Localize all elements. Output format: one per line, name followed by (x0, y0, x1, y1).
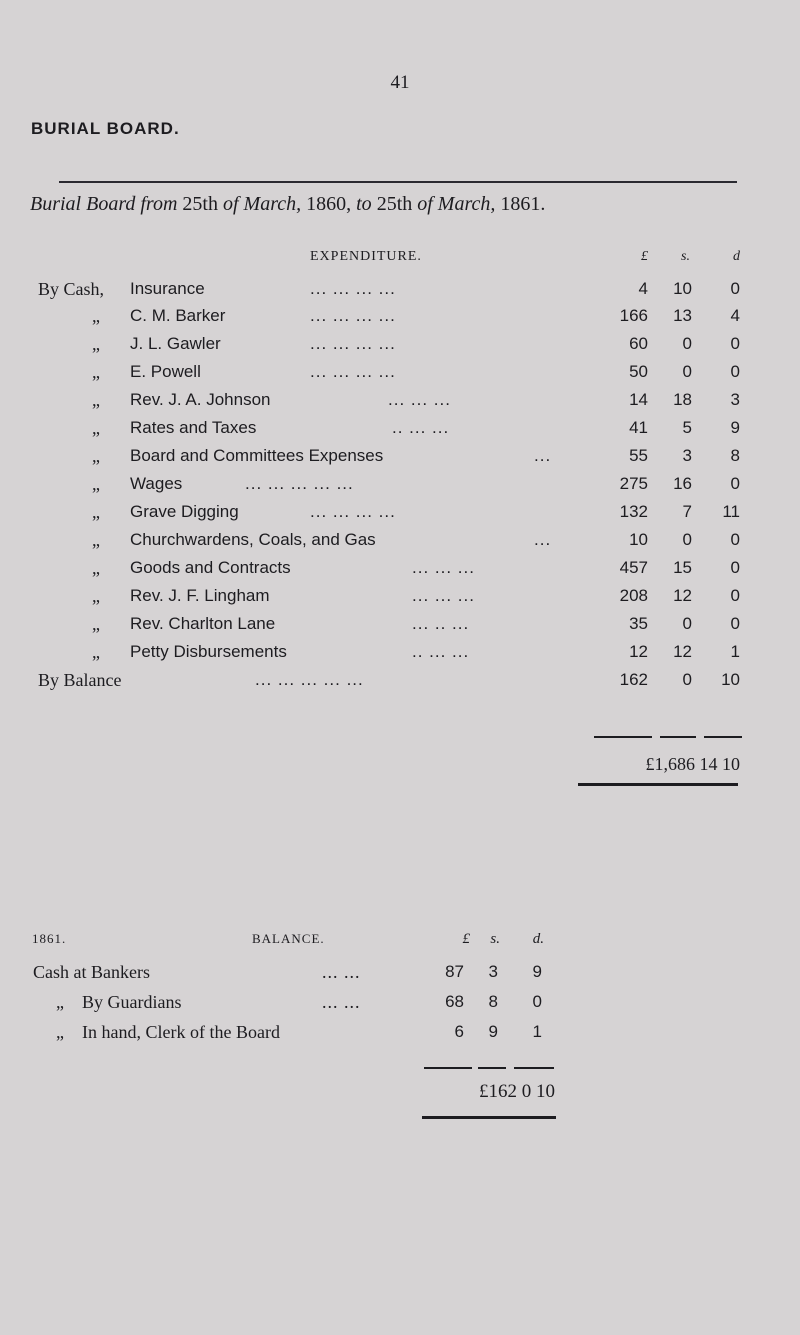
ditto-mark: „ (92, 390, 100, 410)
row-description: Churchwardens, Coals, and Gas (130, 530, 376, 549)
ditto-mark: „ (92, 614, 100, 634)
title-middle-from: of March, (222, 193, 302, 215)
balance-row-pounds: 6 (454, 1022, 464, 1041)
ditto-mark: „ (92, 362, 100, 382)
title-year-to: 1861. (500, 193, 546, 215)
row-description: Petty Disbursements (130, 642, 287, 661)
row-pounds: 41 (629, 418, 648, 437)
row-pence: 0 (730, 614, 740, 633)
row-pence: 0 (730, 334, 740, 353)
ditto-mark: „ (92, 502, 100, 522)
ditto-mark: „ (92, 642, 100, 662)
row-shillings: 0 (682, 614, 692, 633)
balance-row-pence: 0 (532, 992, 542, 1011)
row-pence: 11 (722, 502, 740, 521)
expenditure-rule-pence (704, 736, 742, 738)
row-leader-dots: ... ... ... ... (310, 334, 396, 353)
report-title (30, 193, 790, 216)
col-pounds-header: £ (641, 249, 648, 264)
row-pounds: 162 (619, 670, 648, 689)
balance-row (0, 962, 800, 988)
expenditure-heading: EXPENDITURE. (310, 249, 422, 264)
balance-double-rule (422, 1116, 556, 1119)
row-description: Grave Digging (130, 502, 239, 521)
balance-row-shillings: 8 (488, 992, 498, 1011)
row-description: By Balance (38, 670, 122, 690)
row-shillings: 15 (673, 558, 692, 577)
row-shillings: 0 (682, 530, 692, 549)
row-leader-dots: .. ... ... (392, 418, 450, 437)
row-pence: 0 (730, 586, 740, 605)
row-pounds: 55 (629, 446, 648, 465)
row-leader-dots: ... ... ... ... (310, 306, 396, 325)
row-shillings: 5 (682, 418, 692, 437)
row-pounds: 10 (629, 530, 648, 549)
ditto-mark: „ (92, 334, 100, 354)
row-leader-dots: .. ... ... (412, 642, 470, 661)
title-middle-to: of March, (417, 193, 496, 215)
row-leader-dots: ... ... ... (412, 586, 475, 605)
row-pounds: 60 (629, 334, 648, 353)
row-pounds: 14 (629, 390, 648, 409)
row-shillings: 7 (682, 502, 692, 521)
expenditure-row (0, 446, 800, 472)
row-pounds: 166 (619, 306, 648, 325)
row-leader-dots: ... ... ... ... (310, 362, 396, 381)
row-pounds: 457 (619, 558, 648, 577)
expenditure-row (0, 614, 800, 640)
title-to: to (356, 193, 372, 215)
row-pounds: 50 (629, 362, 648, 381)
balance-year: 1861. (32, 931, 67, 946)
row-shillings: 0 (682, 670, 692, 689)
expenditure-row (0, 642, 800, 668)
row-pence: 4 (730, 306, 740, 325)
row-description: Goods and Contracts (130, 558, 291, 577)
row-pence: 3 (730, 390, 740, 409)
expenditure-row (0, 530, 800, 556)
balance-row-pounds: 87 (445, 962, 464, 981)
balance-row-dots: ... ... (322, 962, 361, 982)
expenditure-header (0, 249, 800, 271)
row-shillings: 0 (682, 334, 692, 353)
row-pounds: 275 (619, 474, 648, 493)
row-pence: 0 (730, 474, 740, 493)
expenditure-row (0, 390, 800, 416)
col-pence-header: d (733, 249, 740, 264)
ditto-mark: „ (56, 992, 64, 1012)
row-pence: 10 (721, 670, 740, 689)
top-divider (59, 181, 737, 183)
row-leader-dots: ... ... ... ... (310, 502, 396, 521)
expenditure-total: £1,686 14 10 (645, 754, 740, 774)
row-leader-dots: ... ... ... ... ... (245, 474, 354, 493)
expenditure-rule-shillings (660, 736, 696, 738)
row-description: Insurance (130, 279, 205, 298)
section-title: BURIAL BOARD. (31, 119, 180, 138)
balance-row-pence: 1 (532, 1022, 542, 1041)
row-pounds: 12 (629, 642, 648, 661)
row-leader-dots: ... ... ... ... (310, 279, 396, 298)
by-cash-label: By Cash, (38, 279, 105, 299)
ditto-mark: „ (92, 558, 100, 578)
bal-col-pence-header: d. (532, 931, 544, 947)
expenditure-double-rule (578, 783, 738, 786)
row-leader-dots: ... ... ... ... ... (255, 670, 364, 689)
ditto-mark: „ (92, 530, 100, 550)
balance-rule-shillings (478, 1067, 506, 1069)
row-pence: 8 (730, 446, 740, 465)
col-shillings-header: s. (681, 249, 690, 264)
row-pounds: 4 (638, 279, 648, 298)
balance-row (0, 1022, 800, 1048)
expenditure-rule-pounds (594, 736, 652, 738)
row-pounds: 208 (619, 586, 648, 605)
balance-row-shillings: 3 (488, 962, 498, 981)
expenditure-row (0, 474, 800, 500)
balance-row-description: Cash at Bankers (33, 962, 150, 982)
title-year-from: 1860, (306, 193, 352, 215)
page-number: 41 (390, 72, 410, 93)
row-description: Rev. Charlton Lane (130, 614, 276, 633)
row-shillings: 18 (673, 390, 692, 409)
row-shillings: 12 (673, 586, 692, 605)
expenditure-row (0, 502, 800, 528)
balance-rule-pence (514, 1067, 554, 1069)
balance-heading: BALANCE. (252, 931, 325, 946)
expenditure-row (0, 418, 800, 444)
row-leader-dots: ... (534, 530, 552, 549)
title-day-from: 25th (182, 193, 218, 215)
row-leader-dots: ... ... ... (388, 390, 451, 409)
row-pounds: 132 (619, 502, 648, 521)
expenditure-row (0, 362, 800, 388)
row-shillings: 12 (673, 642, 692, 661)
row-pence: 0 (730, 362, 740, 381)
row-description: Rev. J. A. Johnson (130, 390, 271, 409)
row-description: C. M. Barker (130, 306, 226, 325)
row-pounds: 35 (629, 614, 648, 633)
ditto-mark: „ (92, 474, 100, 494)
ditto-mark: „ (56, 1022, 64, 1042)
row-shillings: 16 (673, 474, 692, 493)
expenditure-row (0, 279, 800, 305)
row-description: Board and Committees Expenses (130, 446, 384, 465)
row-shillings: 13 (673, 306, 692, 325)
row-pence: 1 (730, 642, 740, 661)
expenditure-row (0, 306, 800, 332)
balance-total: £162 0 10 (479, 1081, 555, 1102)
row-pence: 9 (730, 418, 740, 437)
balance-row-pounds: 68 (445, 992, 464, 1011)
ditto-mark: „ (92, 446, 100, 466)
row-pence: 0 (730, 530, 740, 549)
row-shillings: 0 (682, 362, 692, 381)
bal-col-shillings-header: s. (490, 931, 500, 947)
row-description: Wages (130, 474, 183, 493)
balance-row-description: In hand, Clerk of the Board (82, 1022, 280, 1042)
ditto-mark: „ (92, 306, 100, 326)
row-shillings: 3 (682, 446, 692, 465)
expenditure-balance-row (0, 670, 800, 696)
row-leader-dots: ... (534, 446, 552, 465)
ditto-mark: „ (92, 418, 100, 438)
bal-col-pounds-header: £ (462, 931, 470, 947)
row-pence: 0 (730, 558, 740, 577)
row-description: Rates and Taxes (130, 418, 257, 437)
ditto-mark: „ (92, 586, 100, 606)
title-day-to: 25th (376, 193, 413, 215)
expenditure-total-row (0, 754, 800, 780)
row-leader-dots: ... ... ... (412, 558, 475, 577)
title-prefix: Burial Board from (30, 193, 178, 215)
balance-row (0, 992, 800, 1018)
balance-row-description: By Guardians (82, 992, 182, 1012)
expenditure-row (0, 586, 800, 612)
row-shillings: 10 (673, 279, 692, 298)
balance-row-shillings: 9 (488, 1022, 498, 1041)
row-leader-dots: ... .. ... (412, 614, 470, 633)
row-description: J. L. Gawler (130, 334, 221, 353)
balance-row-dots: ... ... (322, 992, 361, 1012)
row-description: Rev. J. F. Lingham (130, 586, 270, 605)
balance-rule-pounds (424, 1067, 472, 1069)
balance-row-pence: 9 (532, 962, 542, 981)
row-pence: 0 (730, 279, 740, 298)
expenditure-row (0, 334, 800, 360)
row-description: E. Powell (130, 362, 201, 381)
expenditure-row (0, 558, 800, 584)
